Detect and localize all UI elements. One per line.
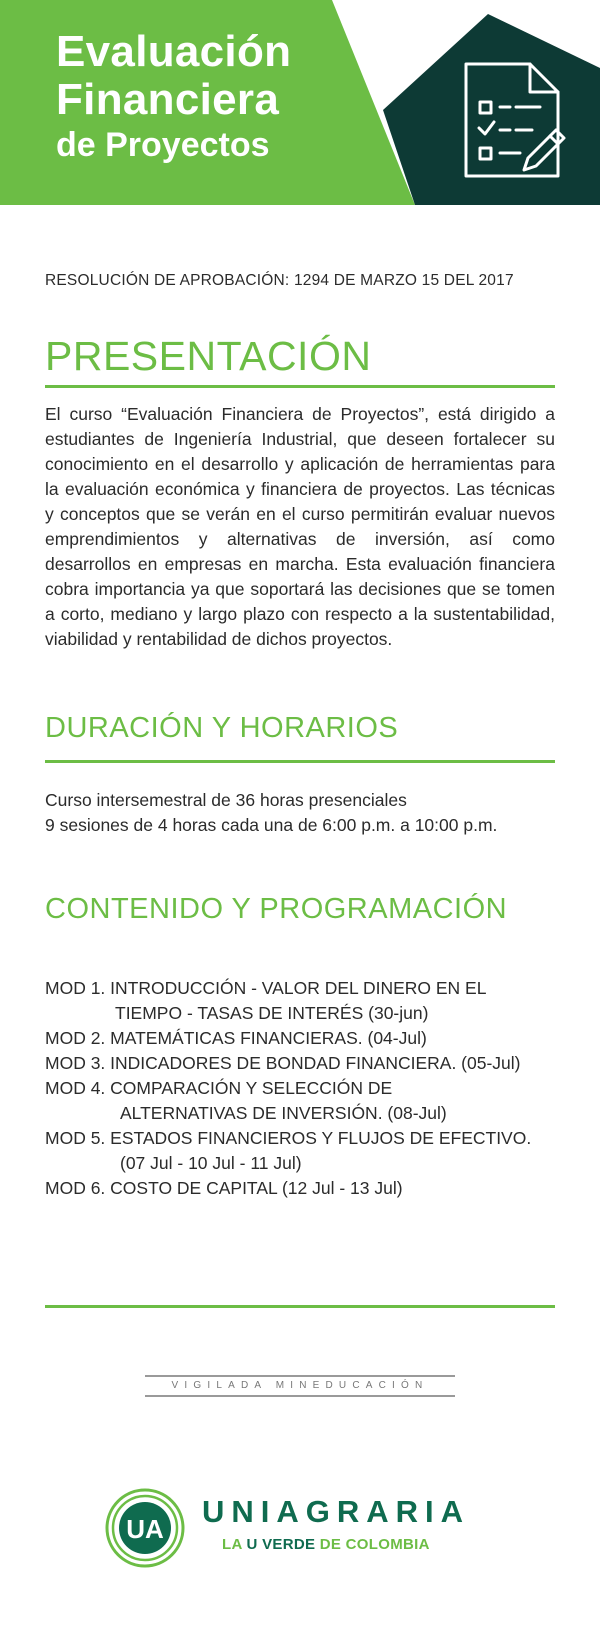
tagline-pre: LA (222, 1536, 247, 1553)
presentation-rule (45, 385, 555, 388)
brand-name: UNIAGRARIA (202, 1494, 471, 1529)
title-line-3: de Proyectos (56, 126, 270, 164)
brand-tagline (222, 1536, 430, 1553)
course-title (56, 28, 291, 166)
content-heading: CONTENIDO Y PROGRAMACIÓN (45, 893, 508, 925)
module-1-line-2: TIEMPO - TASAS DE INTERÉS (30-jun) (115, 1003, 429, 1023)
logo-initials: UA (126, 1514, 164, 1544)
duration-heading: DURACIÓN Y HORARIOS (45, 712, 399, 744)
duration-line-1: Curso intersemestral de 36 horas presenciales (45, 790, 407, 810)
duration-rule (45, 760, 555, 763)
module-2: MOD 2. MATEMÁTICAS FINANCIERAS. (04-Jul) (45, 1028, 427, 1048)
tagline-post: DE COLOMBIA (315, 1536, 430, 1553)
presentation-text: El curso “Evaluación Financiera de Proyectos”, está dirigido a estudiantes de Ingeniería Industrial, que deseen fortalecer su conocimiento en el desarrollo y aplicación de herramientas para la evaluación económica y financiera de proyectos. Las técnicas y conceptos que se verán en el curso permitirán evaluar nuevos emprendimientos y alternativas de inversión, así como desarrollos en empresas en marcha. Esta evaluación financiera cobra importancia ya que soportará las decisiones que se tomen a corto, mediano y largo plazo con respecto a la sustentabilidad, viabilidad y rentabilidad de dichos proyectos. (45, 404, 555, 649)
ua-circle-icon (105, 1485, 195, 1575)
footer-rule (45, 1305, 555, 1308)
title-line-1: Evaluación (56, 27, 292, 76)
module-4-line-1: MOD 4. COMPARACIÓN Y SELECCIÓN DE (45, 1078, 393, 1098)
module-3: MOD 3. INDICADORES DE BONDAD FINANCIERA. (05-Jul) (45, 1053, 521, 1073)
module-5-line-1: MOD 5. ESTADOS FINANCIEROS Y FLUJOS DE EFECTIVO. (45, 1128, 532, 1148)
resolution-text: RESOLUCIÓN DE APROBACIÓN: 1294 DE MARZO 15 DEL 2017 (45, 272, 514, 289)
module-1-line-1: MOD 1. INTRODUCCIÓN - VALOR DEL DINERO EN EL (45, 978, 487, 998)
vigilada-mineducacion-label: VIGILADA MINEDUCACIÓN (145, 1375, 455, 1397)
tagline-bold: U VERDE (246, 1536, 316, 1553)
module-4-line-2: ALTERNATIVAS DE INVERSIÓN. (08-Jul) (120, 1103, 447, 1123)
module-list (45, 976, 575, 1201)
duration-line-2: 9 sesiones de 4 horas cada una de 6:00 p.m. a 10:00 p.m. (45, 815, 498, 835)
module-6: MOD 6. COSTO DE CAPITAL (12 Jul - 13 Jul) (45, 1178, 403, 1198)
title-line-2: Financiera (56, 75, 280, 124)
presentation-heading: PRESENTACIÓN (45, 333, 372, 379)
module-5-line-2: (07 Jul - 10 Jul - 11 Jul) (120, 1153, 302, 1173)
header-banner (0, 0, 600, 205)
